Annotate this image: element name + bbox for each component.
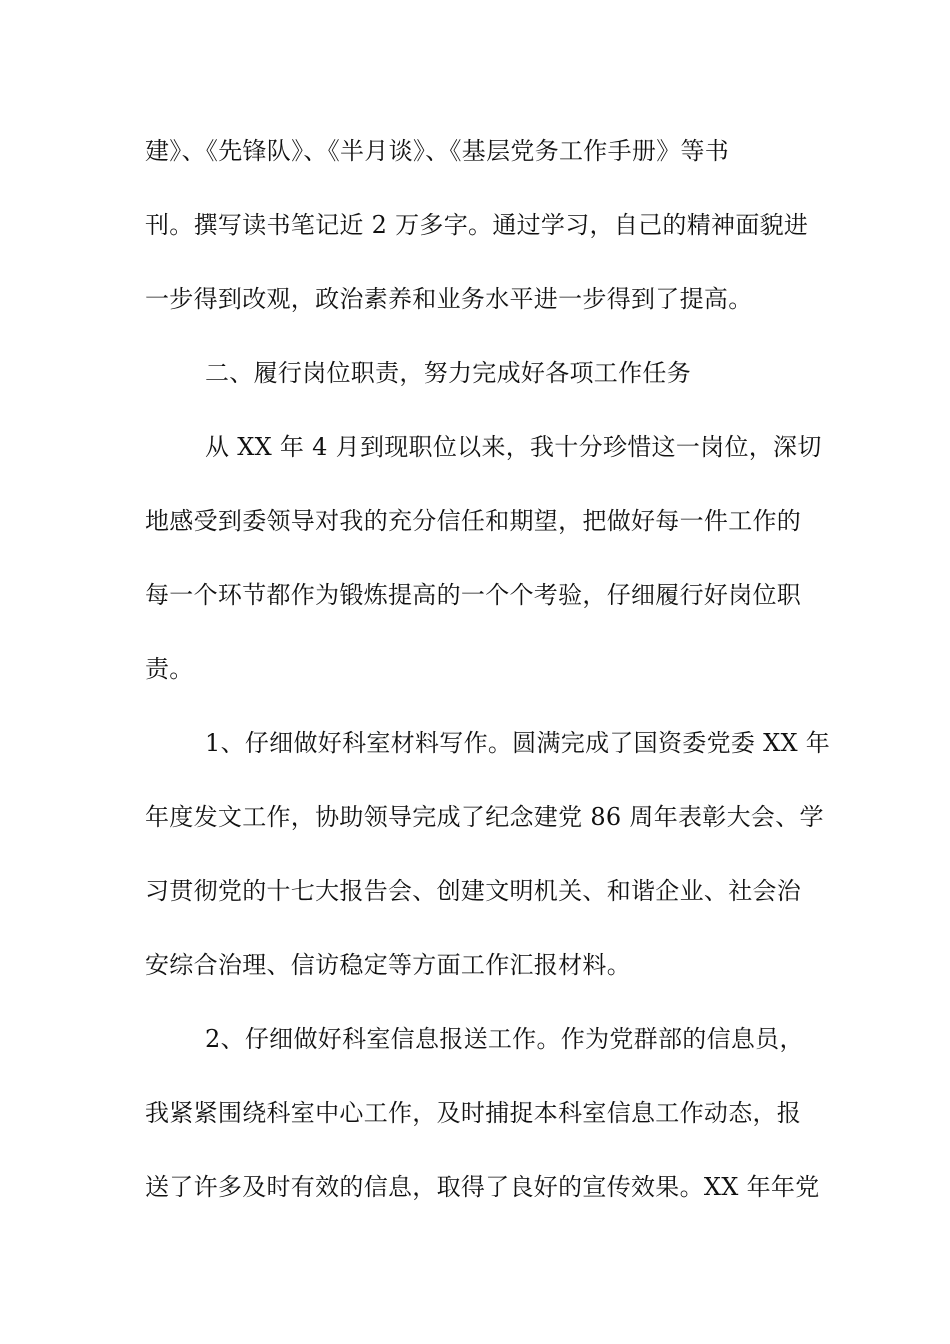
text-line-5: 从 XX 年 4 月到现职位以来，我十分珍惜这一岗位，深切 [205, 433, 822, 461]
text-line-15: 送了许多及时有效的信息，取得了良好的宣传效果。XX 年年党 [145, 1173, 820, 1201]
text-line-1: 建》、《先锋队》、《半月谈》、《基层党务工作手册》等书 [145, 137, 730, 165]
text-line-11: 习贯彻党的十七大报告会、创建文明机关、和谐企业、社会治 [145, 877, 802, 905]
text-line-9: 1、仔细做好科室材料写作。圆满完成了国资委党委 XX 年 [205, 729, 831, 757]
text-line-10: 年度发文工作，协助领导完成了纪念建党 86 周年表彰大会、学 [145, 803, 824, 831]
text-line-3: 一步得到改观，政治素养和业务水平进一步得到了提高。 [145, 285, 753, 313]
text-line-12: 安综合治理、信访稳定等方面工作汇报材料。 [145, 951, 631, 979]
section-heading: 二、履行岗位职责，努力完成好各项工作任务 [205, 359, 691, 387]
text-line-6: 地感受到委领导对我的充分信任和期望，把做好每一件工作的 [145, 507, 802, 535]
text-line-8: 责。 [145, 655, 194, 683]
text-line-13: 2、仔细做好科室信息报送工作。作为党群部的信息员， [205, 1025, 804, 1053]
text-line-7: 每一个环节都作为锻炼提高的一个个考验，仔细履行好岗位职 [145, 581, 802, 609]
text-line-14: 我紧紧围绕科室中心工作，及时捕捉本科室信息工作动态，报 [145, 1099, 802, 1127]
text-line-2: 刊。撰写读书笔记近 2 万多字。通过学习，自己的精神面貌进 [145, 211, 809, 239]
